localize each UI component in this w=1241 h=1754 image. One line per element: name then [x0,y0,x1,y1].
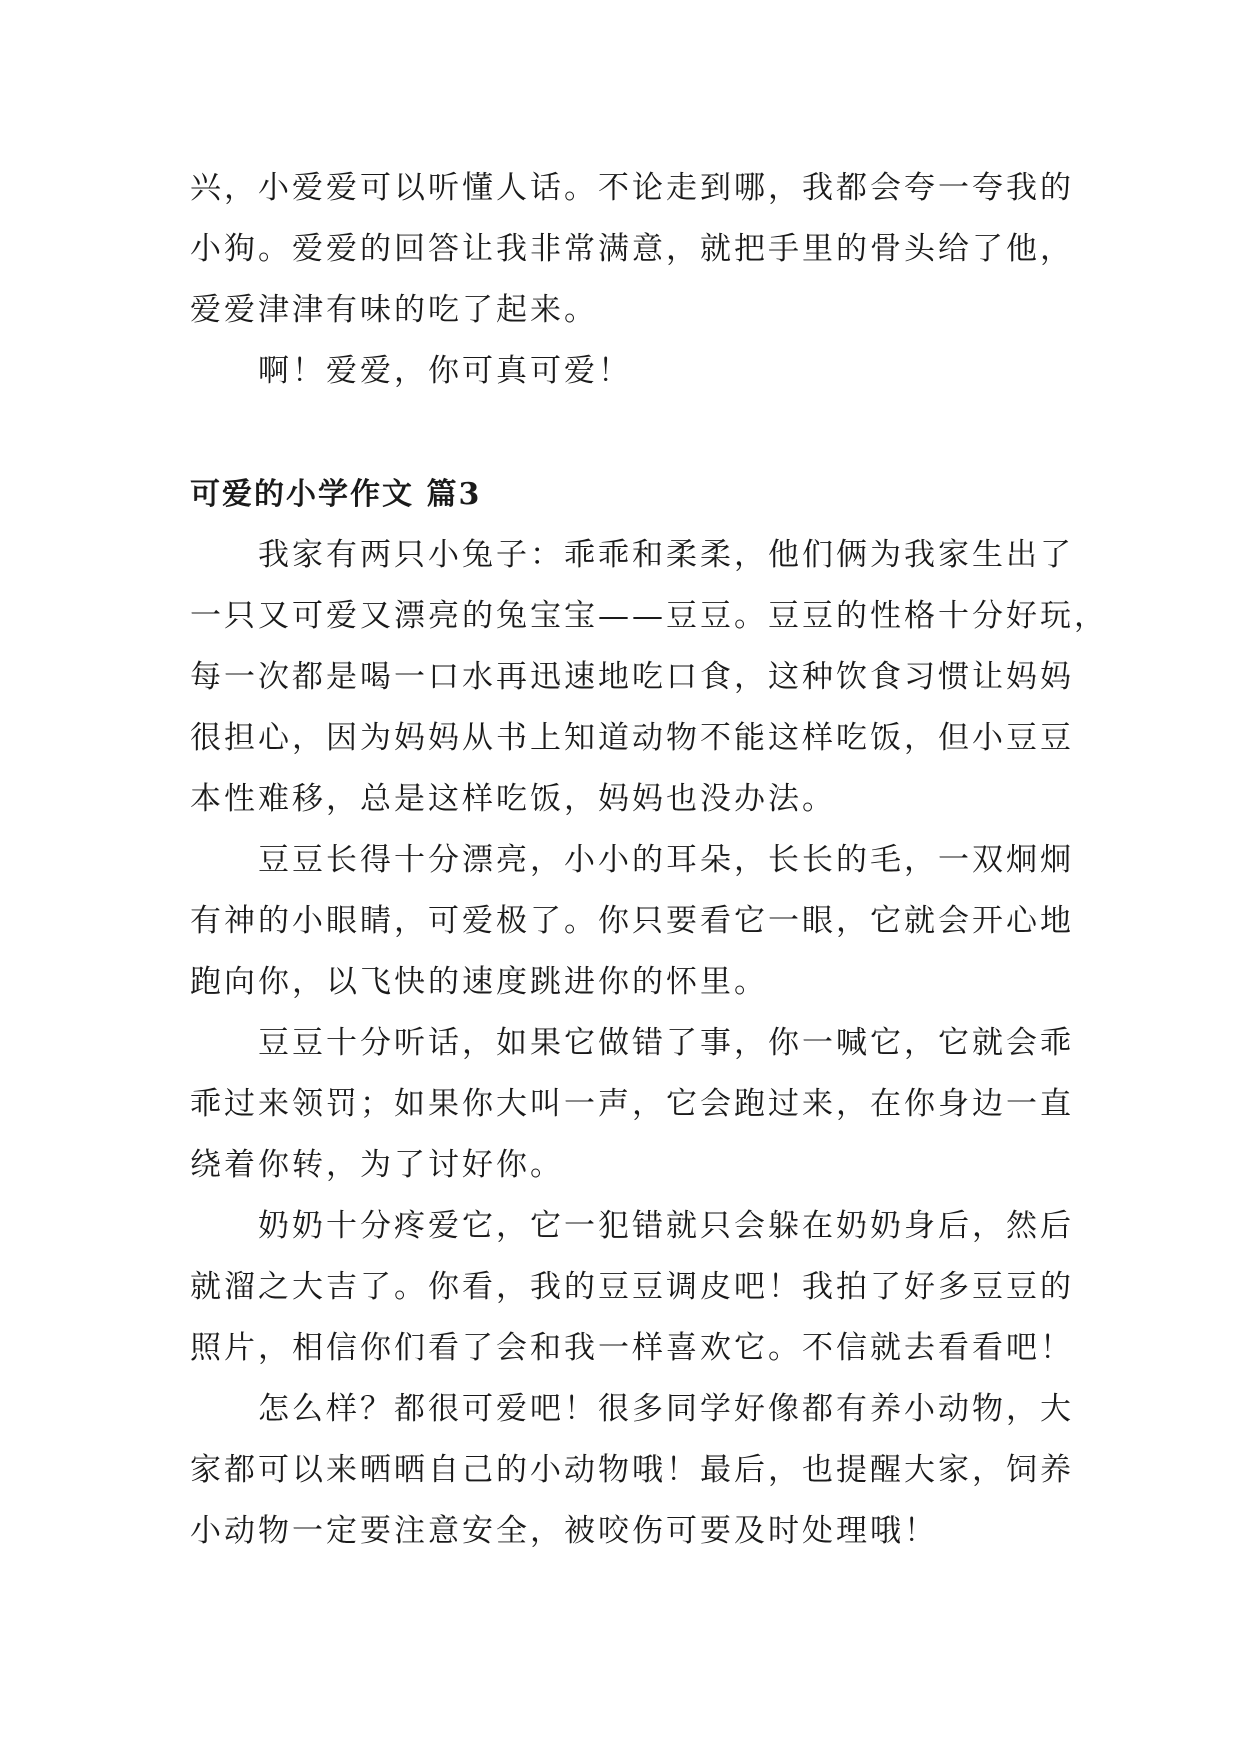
text-line: 兴，小爱爱可以听懂人话。不论走到哪，我都会夸一夸我的 [190,170,1074,206]
text-line: 照片，相信你们看了会和我一样喜欢它。不信就去看看吧！ [190,1330,1074,1366]
text-line: 豆豆十分听话，如果它做错了事，你一喊它，它就会乖 [258,1025,1074,1061]
paragraph-4 [190,1196,1074,1379]
text-line: 奶奶十分疼爱它，它一犯错就只会躲在奶奶身后，然后 [258,1208,1074,1244]
text-line: 小狗。爱爱的回答让我非常满意，就把手里的骨头给了他， [190,231,1074,267]
text-line: 怎么样？都很可爱吧！很多同学好像都有养小动物，大 [258,1391,1074,1427]
closing-paragraph: 啊！爱爱，你可真可爱！ [258,353,632,389]
section-title: 可爱的小学作文 篇3 [190,477,482,512]
continuation-paragraph [190,158,1074,341]
text-line: 跑向你，以飞快的速度跳进你的怀里。 [190,964,768,1000]
paragraph-2 [190,830,1074,1013]
paragraph-3 [190,1013,1074,1196]
document-page [190,158,1108,1562]
text-line: 豆豆长得十分漂亮，小小的耳朵，长长的毛，一双炯炯 [258,842,1074,878]
text-line: 有神的小眼睛，可爱极了。你只要看它一眼，它就会开心地 [190,903,1074,939]
text-line: 本性难移，总是这样吃饭，妈妈也没办法。 [190,781,836,817]
text-line: 绕着你转，为了讨好你。 [190,1147,564,1183]
text-line: 家都可以来晒晒自己的小动物哦！最后，也提醒大家，饲养 [190,1452,1074,1488]
text-line: 小动物一定要注意安全，被咬伤可要及时处理哦！ [190,1513,938,1549]
text-line: 很担心，因为妈妈从书上知道动物不能这样吃饭，但小豆豆 [190,720,1074,756]
text-line: 一只又可爱又漂亮的兔宝宝——豆豆。豆豆的性格十分好玩， [190,598,1108,634]
text-line: 爱爱津津有味的吃了起来。 [190,292,598,328]
text-line: 每一次都是喝一口水再迅速地吃口食，这种饮食习惯让妈妈 [190,659,1074,695]
text-line: 乖过来领罚；如果你大叫一声，它会跑过来，在你身边一直 [190,1086,1074,1122]
text-line: 我家有两只小兔子：乖乖和柔柔，他们俩为我家生出了 [258,537,1074,573]
paragraph-1 [190,525,1108,830]
text-line: 就溜之大吉了。你看，我的豆豆调皮吧！我拍了好多豆豆的 [190,1269,1074,1305]
paragraph-5 [190,1379,1074,1562]
